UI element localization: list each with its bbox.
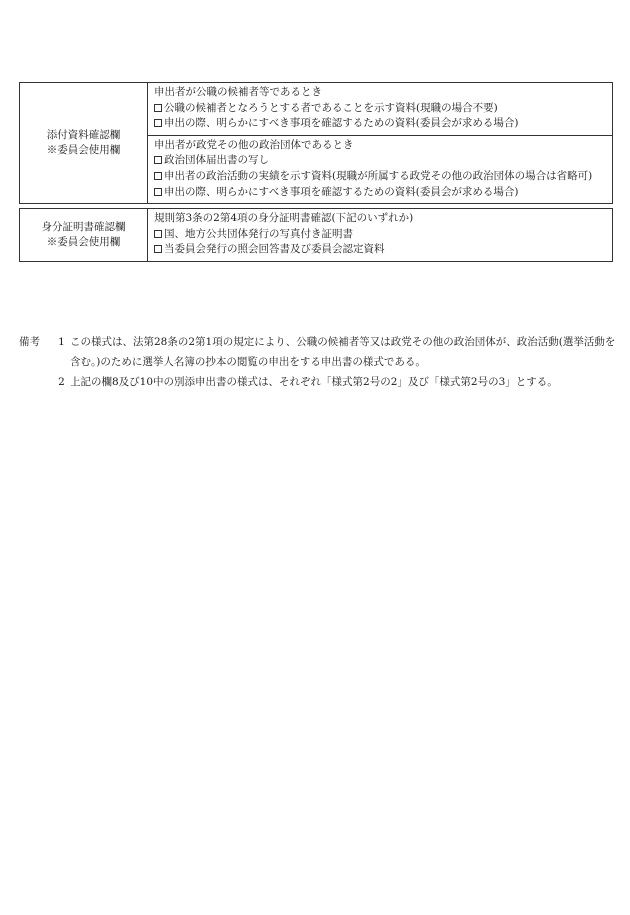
checklist-item[interactable]: 公職の候補者となろうとする者であることを示す資料(現職の場合不要) — [154, 101, 608, 117]
checklist-item[interactable]: 申出者の政治活動の実績を示す資料(現職が所属する政党その他の政治団体の場合は省略可) — [154, 169, 608, 185]
identity-committee-use-label: ※委員会使用欄 — [46, 236, 121, 249]
note-text: この様式は、法第28条の2第1項の規定により、公職の候補者等又は政党その他の政治団体が、政治活動(選挙活動を含む。)のために選挙人名簿の抄本の閲覧の申出をする申出書の様式である。 — [70, 336, 616, 368]
attachment-label-cell — [20, 83, 148, 204]
note-item — [19, 332, 619, 372]
identity-content-cell — [148, 209, 613, 262]
note-text: 上記の欄8及び10中の別添申出書の様式は、それぞれ「様式第2号の2」及び「様式第2号の3」とする。 — [70, 376, 558, 388]
checkbox-icon[interactable] — [154, 172, 162, 180]
identity-label-cell — [20, 209, 148, 262]
attachment-content-cell — [148, 83, 613, 204]
attachment-committee-use-label: ※委員会使用欄 — [46, 144, 121, 157]
checkbox-icon[interactable] — [154, 104, 162, 112]
notes-heading: 備考 — [19, 336, 40, 348]
form-table — [19, 82, 613, 262]
identity-docs-block — [148, 209, 612, 261]
note-item — [19, 372, 619, 392]
attachment-row — [20, 83, 613, 204]
party-docs-block — [148, 135, 612, 203]
notes-section — [19, 332, 619, 392]
checklist-item[interactable]: 国、地方公共団体発行の写真付き証明書 — [154, 227, 608, 243]
checklist-item[interactable]: 申出の際、明らかにすべき事項を確認するための資料(委員会が求める場合) — [154, 116, 608, 132]
note-number: 1 — [58, 336, 65, 348]
identity-label: 身分証明書確認欄 — [41, 221, 126, 234]
candidate-docs-block — [148, 83, 612, 135]
checklist-item[interactable]: 当委員会発行の照会回答書及び委員会認定資料 — [154, 242, 608, 258]
checkbox-icon[interactable] — [154, 156, 162, 164]
checkbox-icon[interactable] — [154, 230, 162, 238]
party-docs-heading: 申出者が政党その他の政治団体であるとき — [154, 138, 354, 151]
identity-row — [20, 209, 613, 262]
candidate-docs-heading: 申出者が公職の候補者等であるとき — [154, 86, 322, 98]
checkbox-icon[interactable] — [154, 245, 162, 253]
attachment-label: 添付資料確認欄 — [46, 129, 121, 142]
checklist-item[interactable]: 政治団体届出書の写し — [154, 153, 608, 169]
identity-docs-heading: 規則第3条の2第4項の身分証明書確認(下記のいずれか) — [154, 212, 414, 225]
checkbox-icon[interactable] — [154, 119, 162, 127]
note-number: 2 — [58, 376, 65, 388]
checkbox-icon[interactable] — [154, 188, 162, 196]
checklist-item[interactable]: 申出の際、明らかにすべき事項を確認するための資料(委員会が求める場合) — [154, 185, 608, 201]
